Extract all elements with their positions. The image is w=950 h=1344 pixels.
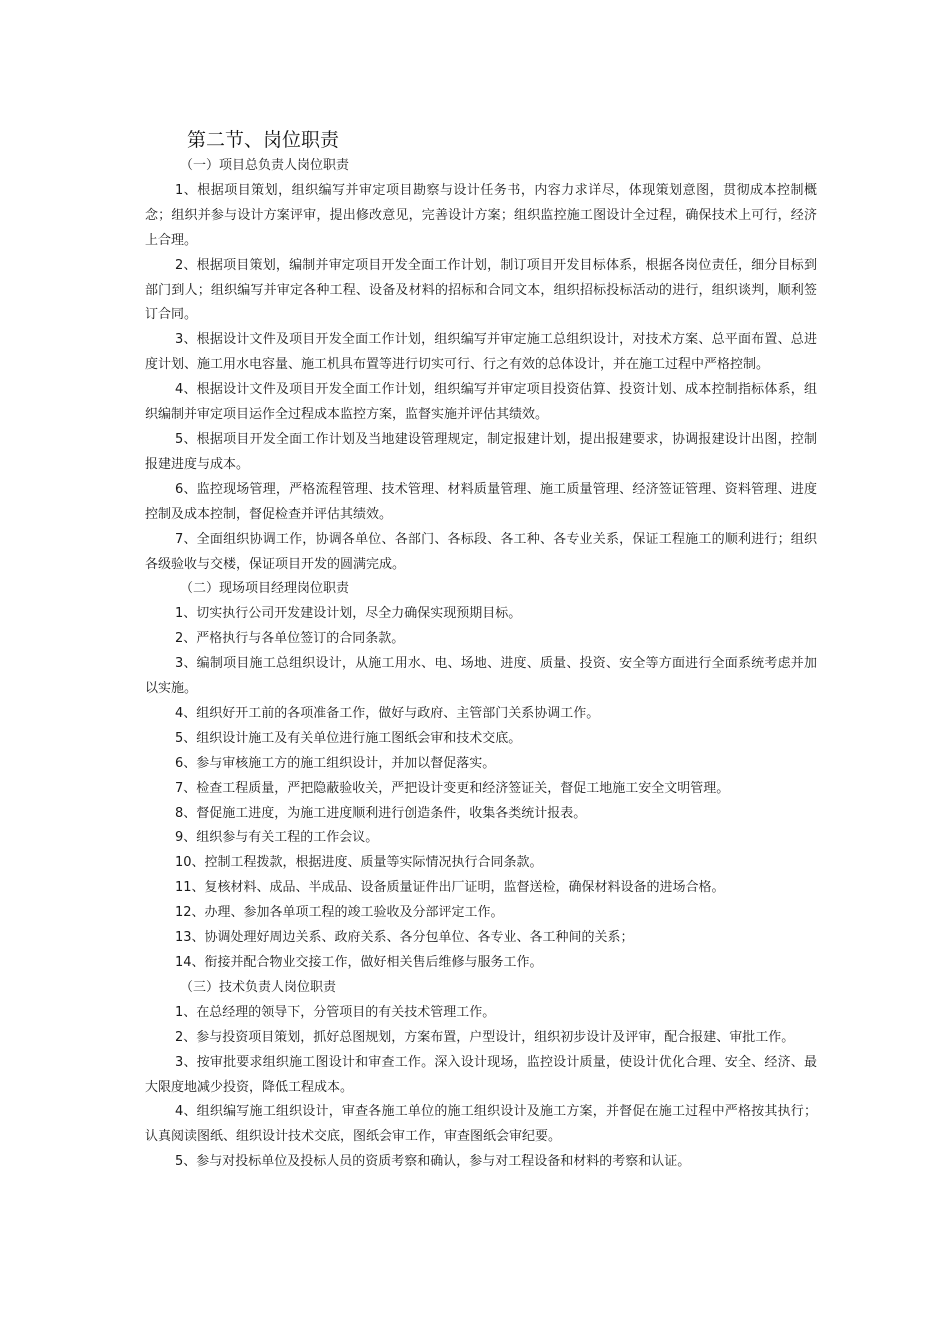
- document-body: [145, 128, 817, 1175]
- list-item: 3、按审批要求组织施工图设计和审查工作。深入设计现场，监控设计质量，使设计优化合理、安全、经济、最大限度地减少投资，降低工程成本。: [145, 1054, 817, 1095]
- list-item: 4、组织好开工前的各项准备工作，做好与政府、主管部门关系协调工作。: [175, 705, 600, 721]
- list-item: 12、办理、参加各单项工程的竣工验收及分部评定工作。: [175, 905, 504, 921]
- section-heading: （一）项目总负责人岗位职责: [180, 158, 350, 173]
- list-item: 2、根据项目策划，编制并审定项目开发全面工作计划，制订项目开发目标体系，根据各岗位责任，细分目标到部门到人；组织编写并审定各种工程、设备及材料的招标和合同文本，组织招标投标活动的进行，组织谈判，顺利签订合同。: [145, 257, 817, 323]
- list-item: 2、参与投资项目策划，抓好总图规划，方案布置，户型设计，组织初步设计及评审，配合报建、审批工作。: [175, 1029, 795, 1045]
- list-item: 6、参与审核施工方的施工组织设计，并加以督促落实。: [175, 755, 496, 771]
- list-item: 1、切实执行公司开发建设计划，尽全力确保实现预期目标。: [175, 606, 522, 622]
- list-item: 10、控制工程拨款，根据进度、质量等实际情况执行合同条款。: [175, 855, 543, 871]
- list-item: 5、参与对投标单位及投标人员的资质考察和确认，参与对工程设备和材料的考察和认证。: [175, 1154, 691, 1170]
- list-item: 6、监控现场管理，严格流程管理、技术管理、材料质量管理、施工质量管理、经济签证管理、资料管理、进度控制及成本控制，督促检查并评估其绩效。: [145, 481, 817, 522]
- list-item: 7、检查工程质量，严把隐蔽验收关，严把设计变更和经济签证关，督促工地施工安全文明管理。: [175, 780, 730, 796]
- list-item: 3、根据设计文件及项目开发全面工作计划，组织编写并审定施工总组织设计，对技术方案、总平面布置、总进度计划、施工用水电容量、施工机具布置等进行切实可行、行之有效的总体设计，并在施工过程中严格控制。: [145, 332, 817, 373]
- list-item: 5、组织设计施工及有关单位进行施工图纸会审和技术交底。: [175, 730, 522, 746]
- list-item: 13、协调处理好周边关系、政府关系、各分包单位、各专业、各工种间的关系；: [175, 930, 634, 946]
- list-item: 1、根据项目策划，组织编写并审定项目勘察与设计任务书，内容力求详尽，体现策划意图，贯彻成本控制概念；组织并参与设计方案评审，提出修改意见，完善设计方案；组织监控施工图设计全过程，确保技术上可行，经济上合理。: [145, 182, 817, 248]
- list-item: 14、衔接并配合物业交接工作，做好相关售后维修与服务工作。: [175, 955, 543, 970]
- page-title: 第二节、岗位职责: [187, 129, 340, 151]
- section-heading: （二）现场项目经理岗位职责: [180, 581, 350, 597]
- list-item: 7、全面组织协调工作，协调各单位、各部门、各标段、各工种、各专业关系，保证工程施工的顺利进行；组织各级验收与交楼，保证项目开发的圆满完成。: [145, 531, 817, 572]
- list-item: 2、严格执行与各单位签订的合同条款。: [175, 631, 405, 647]
- list-item: 1、在总经理的领导下，分管项目的有关技术管理工作。: [175, 1004, 496, 1020]
- list-item: 11、复核材料、成品、半成品、设备质量证件出厂证明，监督送检，确保材料设备的进场合格。: [175, 880, 725, 896]
- list-item: 9、组织参与有关工程的工作会议。: [175, 830, 379, 846]
- list-item: 8、督促施工进度，为施工进度顺利进行创造条件，收集各类统计报表。: [175, 805, 587, 821]
- list-item: 4、根据设计文件及项目开发全面工作计划，组织编写并审定项目投资估算、投资计划、成本控制指标体系，组织编制并审定项目运作全过程成本监控方案，监督实施并评估其绩效。: [145, 382, 817, 423]
- list-item: 5、根据项目开发全面工作计划及当地建设管理规定，制定报建计划，提出报建要求，协调报建设计出图，控制报建进度与成本。: [145, 431, 817, 472]
- section-heading: （三）技术负责人岗位职责: [180, 979, 337, 995]
- list-item: 3、编制项目施工总组织设计，从施工用水、电、场地、进度、质量、投资、安全等方面进行全面系统考虑并加以实施。: [145, 656, 817, 697]
- list-item: 4、组织编写施工组织设计，审查各施工单位的施工组织设计及施工方案，并督促在施工过程中严格按其执行；认真阅读图纸、组织设计技术交底，图纸会审工作，审查图纸会审纪要。: [145, 1104, 817, 1145]
